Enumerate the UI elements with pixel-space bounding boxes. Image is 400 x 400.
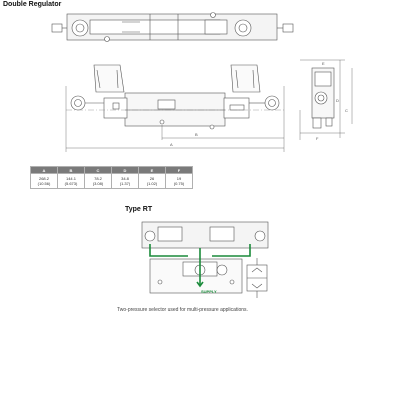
header-b: B [58,167,85,174]
caption-text: Two-pressure selector used for multi-pressure applications. [117,307,248,313]
cell-c: 78.2 (3.08) [85,174,112,189]
dim-f-label: F [316,136,319,141]
dim-e-label: E [322,61,325,66]
dimensions-table [30,166,193,189]
side-view [300,60,352,140]
heading-double-regulator: Double Regulator [3,1,62,8]
dim-b-label: B [195,132,198,137]
header-e: E [139,167,166,174]
supply-label: SUPPLY [201,289,217,294]
cell-e: 26 (1.02) [139,174,166,189]
cell-b: 144.1 (5.673) [58,174,85,189]
dim-d-label: D [336,98,339,103]
table-values-row [31,174,193,189]
table-header-row [31,167,193,174]
heading-type-rt: Type RT [125,206,153,213]
dim-a-label: A [170,142,173,147]
cell-a: 268.2 (10.56) [31,174,58,189]
top-view [52,13,293,42]
header-a: A [31,167,58,174]
cell-f: 19 (0.75) [166,174,193,189]
cell-d: 34.8 (1.37) [112,174,139,189]
dim-c-label: C [345,108,348,113]
type-rt-view [142,222,268,298]
header-d: D [112,167,139,174]
header-f: F [166,167,193,174]
front-view [66,65,284,152]
header-c: C [85,167,112,174]
